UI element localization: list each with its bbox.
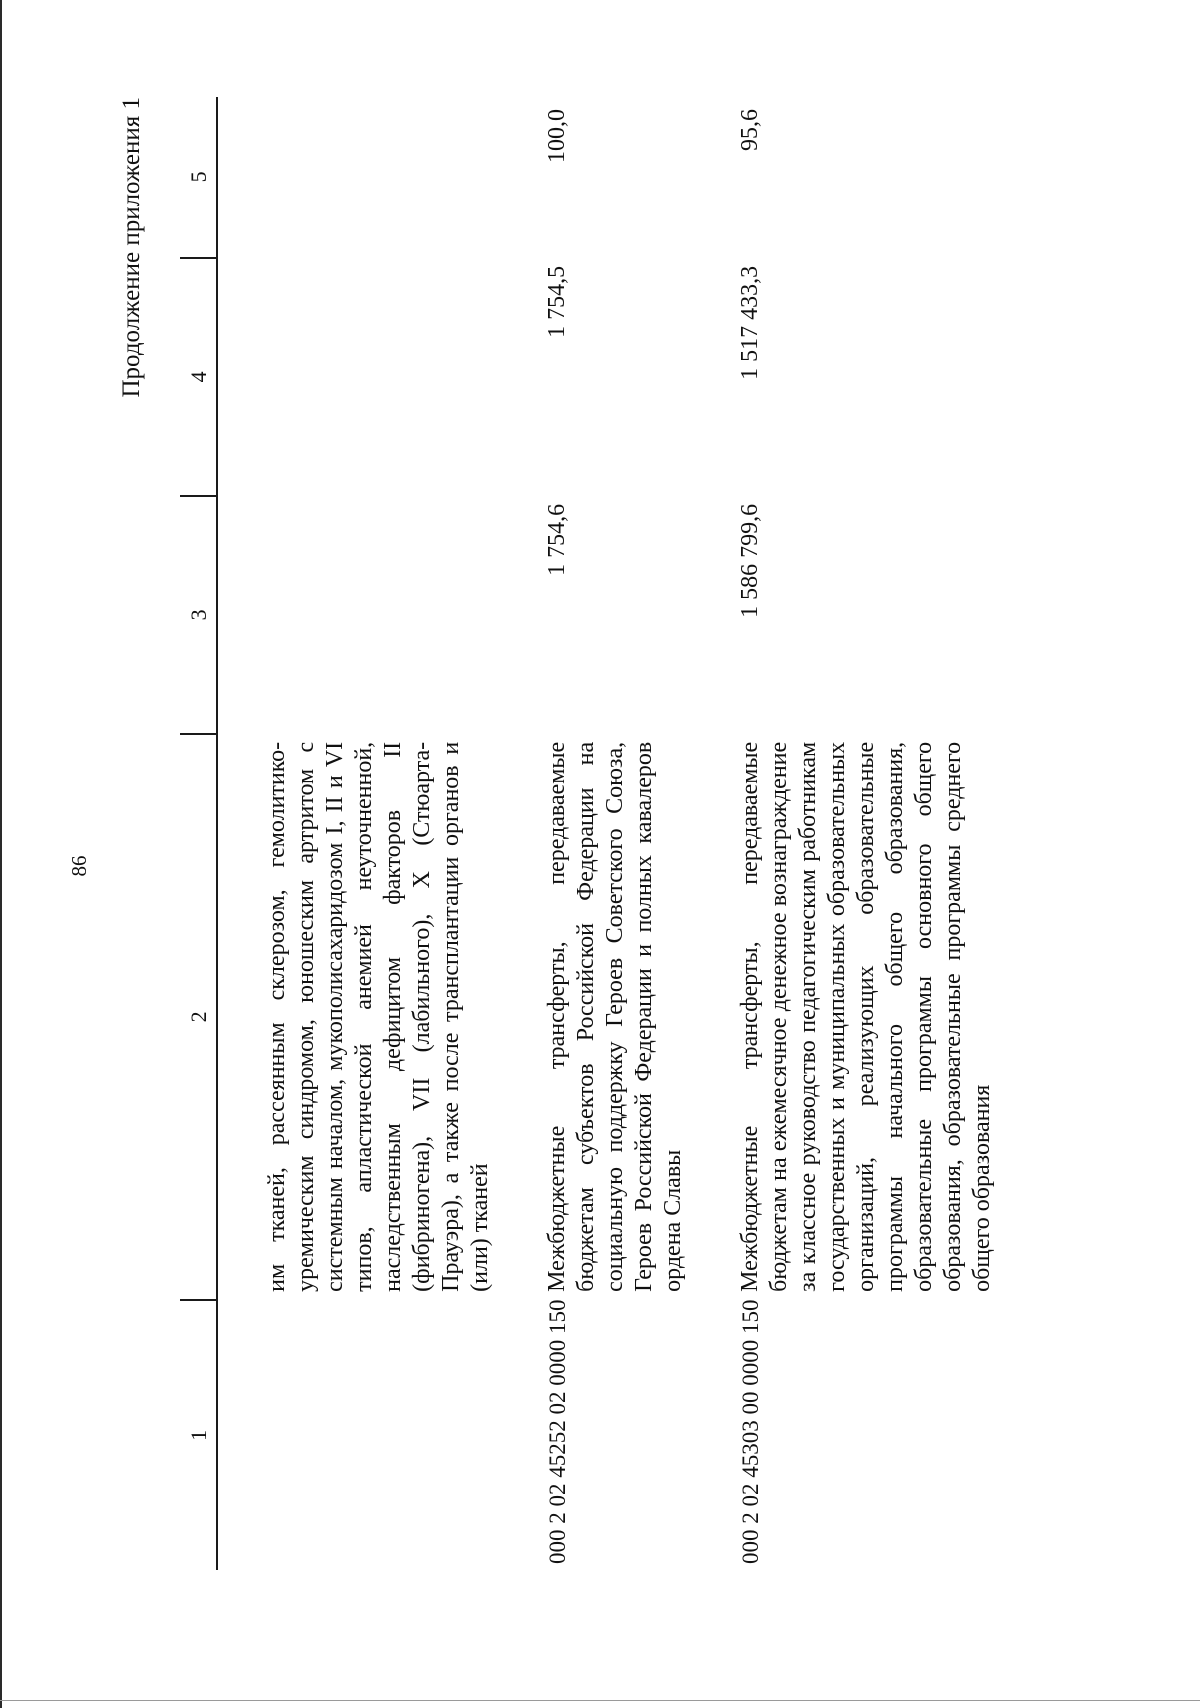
header-col-5: 5 [180,97,217,258]
table-header [180,97,217,1570]
table-row [688,97,997,1570]
page-number: 86 [67,855,91,877]
table-row [495,97,688,1570]
row-description: Межбюджетные трансферты, передаваемые бюджетам на ежемесячное денежное вознаграждение за классное руководство педагогическим работникам государственных и муниципальных образовательных организаций, реализующих образовательные программы начального общего образования, образовательные программы основного общего образования, образовательные программы среднего общего образования [737,741,995,1292]
header-row [180,97,217,1570]
row-executed-amount [217,258,495,496]
row-execution-percent: 95,6 [737,109,763,151]
header-col-3: 3 [180,496,217,734]
row-description: Межбюджетные трансферты, передаваемые бюджетам субъектов Российской Федерации на социальную поддержку Героев Советского Союза, Героев Российской Федерации и полных кавалеров ордена Славы [544,741,686,1292]
header-col-4: 4 [180,258,217,496]
row-approved-amount: 1 754,6 [544,503,570,576]
table-row [217,97,495,1570]
header-col-1: 1 [180,1300,217,1570]
row-execution-percent [217,97,495,258]
row-executed-amount: 1 517 433,3 [737,265,763,380]
row-code: 000 2 02 45252 02 0000 150 [545,1299,570,1564]
continuation-label: Продолжение приложения 1 [118,97,145,398]
appendix-table [180,97,997,1570]
row-executed-amount: 1 754,5 [544,265,570,338]
table-body [217,97,997,1570]
row-description: им тканей, рассеянным склерозом, гемолитико-уремическим синдромом, юношеским артритом с системным началом, мукополисахаридозом I, II и VI типов, апластической анемией неуточненной, наследственным дефицитом факторов II (фибриногена), VII (лабильного), X (Стюарта-Прауэра), а также после трансплантации органов и (или) тканей [264,741,493,1292]
row-approved-amount: 1 586 799,6 [737,503,763,618]
header-col-2: 2 [180,734,217,1300]
row-approved-amount [217,496,495,734]
row-code [217,1300,495,1570]
row-code: 000 2 02 45303 00 0000 150 [738,1299,763,1564]
row-execution-percent: 100,0 [544,109,570,163]
